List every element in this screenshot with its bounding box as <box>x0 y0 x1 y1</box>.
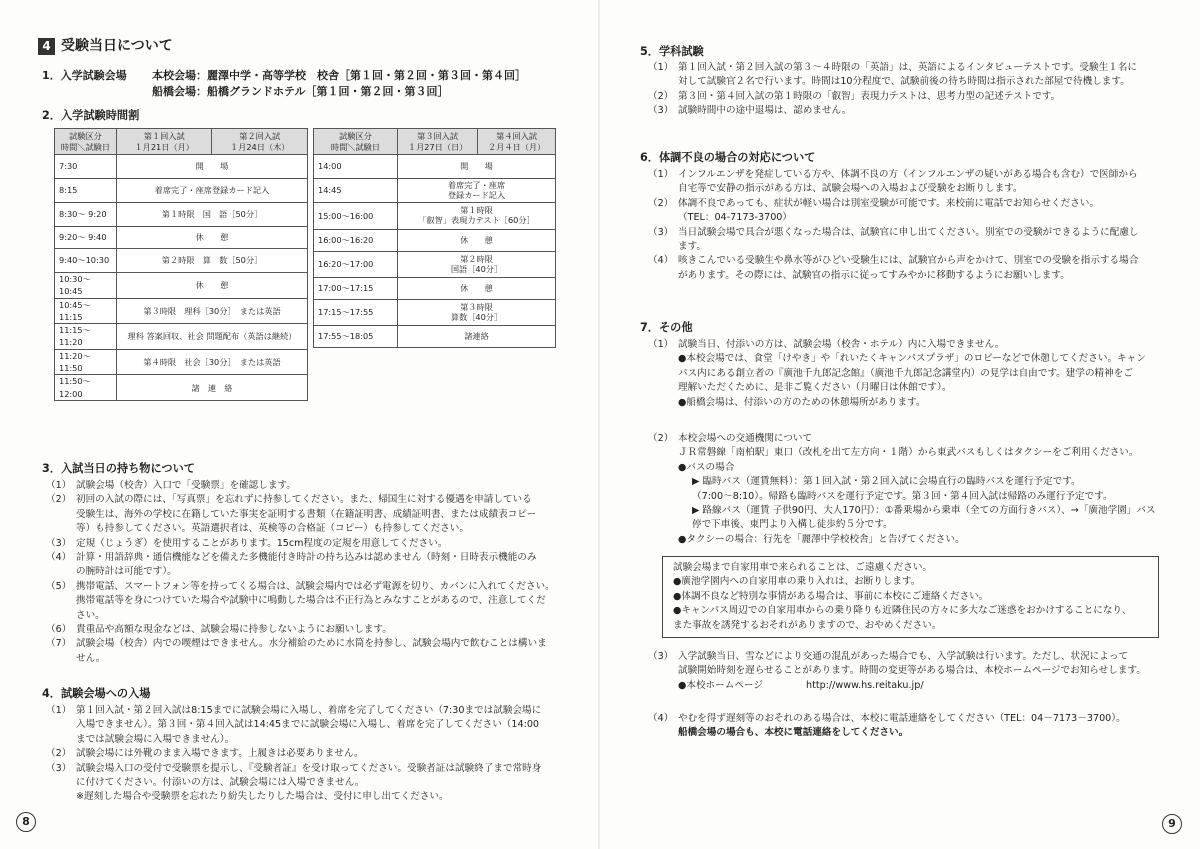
bus-heading: ●バスの場合 <box>678 461 735 473</box>
text-line: の腕時計は可能です）。 <box>76 566 177 578</box>
funabashi-venue-label: 船橋会場： <box>152 84 207 98</box>
text-line: 貴重品や高額な現金などは、試験会場に持参しないようにお願いします。 <box>76 623 392 635</box>
text-line: があります。その際には、試験官の指示に従ってすみやかに移動するようにお願いします。 <box>678 269 1070 281</box>
item-text <box>76 637 566 666</box>
event-line: 「叡智」表現力テスト［60分］ <box>418 215 535 225</box>
time-cell: 11:50～12:00 <box>55 375 117 401</box>
event-cell: 第１時限 国 語［50分］ <box>117 203 308 227</box>
event-line: 国語［40分］ <box>450 263 503 274</box>
event-cell <box>398 326 556 348</box>
item-text <box>678 168 1168 197</box>
text-line: 携帯電話、スマートフォン等を持ってくる場合は、試験会場内では必ず電源を切り、カバンに入れてください。 <box>76 580 555 592</box>
list-item <box>648 104 1168 118</box>
text-line: 咳きこんでいる受験生や鼻水等がひどい受験生には、試験官から声をかけて、別室での受験を指示する場合 <box>678 255 1139 267</box>
item-text <box>678 197 1168 226</box>
text-line: 等）も持参してください。英語選択者は、英検等の合格証（コピー）も持参してください。 <box>76 523 469 535</box>
table-header-exam4: 第４回入試 ２月４日（月） <box>478 129 556 155</box>
table-header-corner: 試験区分 時間＼試験日 <box>55 129 117 155</box>
item-text <box>76 493 566 536</box>
item-marker: （2） <box>648 90 674 102</box>
item-marker: （1） <box>46 480 72 491</box>
time-cell: 17:15～17:55 <box>314 300 398 326</box>
list-item <box>46 493 566 536</box>
event-cell <box>398 252 556 278</box>
text-line: 試験時間中の途中退場は、認めません。 <box>678 105 852 117</box>
item-marker: （1） <box>46 705 72 716</box>
table-header-exam1: 第１回入試 １月21日（月） <box>117 129 212 155</box>
venue-section <box>42 68 526 100</box>
event-cell: 休 憩 <box>117 227 308 249</box>
other-heading: 7．その他 <box>640 321 693 334</box>
item-marker: （5） <box>46 580 72 592</box>
item-text <box>76 537 566 551</box>
text-line: インフルエンザを発症している方や、体調不良の方（インフルエンザの疑いがある場合も含む）で医師から <box>678 169 1138 180</box>
belongings-heading: 3．入試当日の持ち物について <box>42 462 195 475</box>
main-venue-text: 麗澤中学・高等学校 校舎［第１回・第２回・第３回・第４回］ <box>207 69 526 82</box>
text-line: 第１回入試・第２回入試の第３～４時限の「英語」は、英語によるインタビューテストです。受験生１名に <box>678 62 1137 73</box>
transport-text: ＪＲ常磐線「南柏駅」東口（改札を出て左方向・１階）から東武バスもしくはタクシーをご利用ください。 <box>678 447 1139 459</box>
other-item-2: （2） 本校会場への交通機関について ＪＲ常磐線「南柏駅」東口（改札を出て左方向・１階）から東武バスもしくはタクシーをご利用ください。 ●バスの場合 ▶ 臨時バス（運賃無料）：第１回入試・第２回入試に会場直行の臨時バスを運行予定です。 （7:00～8:10）。帰路も臨時バスを運行予定です。第３回・第４回入試は帰路のみ運行予定です。 ▶ 路線バス（運賃 子供90円、大人170円）：①番乗場から乗車（全ての方面行きバス）、→「廣池学園」バス 停で下車後、東門より入構し徒歩約５分です。 ●タクシーの場合：行先を「麗澤中学校校舎」と告げてください。 <box>648 432 1178 547</box>
time-cell: 17:00～17:15 <box>314 278 398 300</box>
list-item <box>46 637 566 666</box>
time-cell: 16:00～16:20 <box>314 230 398 252</box>
other-item-1-bullet-2: ●船橋会場は、付添いの方のための休憩場所があります。 <box>678 396 926 408</box>
time-cell: 15:00～16:00 <box>314 203 398 230</box>
car-notice-box <box>662 556 1159 638</box>
item-marker: （7） <box>46 638 72 650</box>
table-row <box>314 252 556 278</box>
table-row <box>55 298 308 324</box>
route-bus <box>648 504 1178 533</box>
entry-heading: 4．試験会場への入場 <box>42 687 151 700</box>
text-line: 受験生は、海外の学校に在籍していた事実を証明する書類（在籍証明書、成績証明書、または成績表コピー <box>76 508 537 520</box>
event-line: 着席完了・座席 <box>447 179 506 190</box>
event-cell <box>398 230 556 252</box>
text-line: ●廣池学園内への自家用車の乗り入れは、お断りします。 <box>673 576 921 588</box>
table-row <box>314 179 556 203</box>
text-line: 第３回・第４回入試の第１時限の「叡智」表現力テストは、思考力型の記述テストです。 <box>678 90 1061 102</box>
text-line: （7:00～8:10）。帰路も臨時バスを運行予定です。第３回・第４回入試は帰路のみ運行予定です。 <box>692 490 1113 502</box>
item-marker: （1） <box>648 169 674 180</box>
text-line: ※遅刻した場合や受験票を忘れたり紛失したりした場合は、受付に申し出てください。 <box>76 791 449 803</box>
text-line: （TEL：04-7173-3700） <box>678 212 793 224</box>
time-cell: 10:30～10:45 <box>55 273 117 299</box>
event-line: 開 場 <box>460 160 493 171</box>
text-line: 計算・用語辞典・通信機能などを備えた多機能付き時計の持ち込みは認めません（時刻・日時表示機能のみ <box>76 551 537 563</box>
event-cell <box>398 155 556 179</box>
page-number-right: 9 <box>1162 814 1182 834</box>
event-cell: 開 場 <box>117 155 308 179</box>
other-item-3: （3） 入学試験当日、雪などにより交通の混乱があった場合でも、入学試験は行います。ただし、状況によって 試験開始時刻を遅らせることがあります。時間の変更等がある場合は、本校ホームページでお知らせします。 ●本校ホームページ http://www.hs.reitaku.jp/ <box>648 650 1178 693</box>
text-line: 携帯電話等を身につけていた場合や試験中に鳴動した場合は不正行為とみなすことがあるので、注意してくだ <box>76 595 546 607</box>
time-cell: 14:45 <box>314 179 398 203</box>
taxi-text: ●タクシーの場合：行先を「麗澤中学校校舎」と告げてください。 <box>678 533 965 545</box>
list-item <box>648 61 1168 90</box>
illness-heading: 6．体調不良の場合の対応について <box>640 151 816 164</box>
table-row <box>55 203 308 227</box>
list-item <box>46 762 566 805</box>
list-item <box>46 479 566 493</box>
list-item <box>648 90 1168 104</box>
funabashi-venue-text: 船橋グランドホテル［第１回・第２回・第３回］ <box>207 84 449 98</box>
table-header-exam3: 第３回入試 １月27日（日） <box>398 129 478 155</box>
list-item <box>46 747 566 761</box>
event-cell: 第３時限 理科［30分］ または英語 <box>117 298 308 324</box>
text-line: パス内にある創立者の『廣池千九郎記念館』（廣池千九郎記念講堂内）の見学は自由です。建学の精神をご <box>678 367 1133 379</box>
table-row <box>314 155 556 179</box>
item-marker: （4） <box>46 551 72 563</box>
schedule-table-3-4 <box>313 128 556 348</box>
item-text <box>76 623 566 637</box>
other-item-1-bullet-1 <box>648 352 1178 395</box>
text-line: 試験会場には外靴のまま入場できます。上履きは必要ありません。 <box>76 748 364 760</box>
list-item <box>648 197 1168 226</box>
chapter-title <box>38 36 173 57</box>
chapter-heading: 受験当日について <box>61 38 173 54</box>
text-line: ▶ 臨時バス（運賃無料）：第１回入試・第２回入試に会場直行の臨時バスを運行予定です。 <box>692 476 1081 488</box>
list-item <box>648 226 1168 255</box>
text-line: 第１回入試・第２回入試は8:15までに試験会場に入場し、着席を完了してください（7:30までは試験会場に <box>76 705 542 716</box>
item-marker: （6） <box>46 623 72 635</box>
event-cell <box>398 179 556 203</box>
text-line: 試験会場まで自家用車で来られることは、ご遠慮ください。 <box>673 562 933 573</box>
item-text <box>76 762 566 805</box>
belongings-list <box>46 479 566 666</box>
time-cell: 7:30 <box>55 155 117 179</box>
list-item <box>46 704 566 747</box>
text-line: 対して試験官２名で行います。時間は10分程度で、試験前後の待ち時間は指示された部屋で待機します。 <box>678 76 1130 88</box>
event-cell: 諸 連 絡 <box>117 375 308 401</box>
funabashi-contact-note: 船橋会場の場合も、本校に電話連絡をしてください。 <box>678 727 909 739</box>
table-header-exam2: 第２回入試 １月24日（木） <box>212 129 308 155</box>
event-line: 諸連絡 <box>464 330 489 341</box>
item-text <box>678 254 1168 283</box>
page-number-left: 8 <box>16 812 36 832</box>
event-cell <box>398 300 556 326</box>
item-text <box>678 104 1168 118</box>
item-text <box>76 479 566 493</box>
chapter-number: 4 <box>38 38 55 55</box>
event-line: 第２時限 <box>460 253 493 264</box>
time-cell: 9:40～10:30 <box>55 249 117 273</box>
table-row <box>55 249 308 273</box>
text-line: 体調不良であっても、症状が軽い場合は別室受験が可能です。来校前に電話でお知らせください。 <box>678 197 1099 209</box>
time-cell: 14:00 <box>314 155 398 179</box>
table-row <box>55 155 308 179</box>
event-cell: 第２時限 算 数［50分］ <box>117 249 308 273</box>
text-line: 理解いただくために、是非ご覧ください（月曜日は休館です）。 <box>678 382 952 394</box>
item-marker: （1） <box>648 62 674 73</box>
event-cell: 理科 答案回収、社会 問題配布（英語は継続） <box>117 324 308 350</box>
table-row <box>314 326 556 348</box>
item-marker: （2） <box>648 197 674 209</box>
subject-exam-heading: 5．学科試験 <box>640 45 704 58</box>
event-line: 算数［40分］ <box>450 311 503 322</box>
item-text <box>678 90 1168 104</box>
list-item <box>46 580 566 623</box>
time-cell: 11:15～11:20 <box>55 324 117 350</box>
table-row <box>55 349 308 375</box>
item-marker: （3） <box>648 226 674 238</box>
schedule-table-1-2 <box>54 128 308 401</box>
table-row <box>314 300 556 326</box>
table-row <box>55 375 308 401</box>
text-line: 定規（じょうぎ）を使用することがあります。15cm程度の定規を用意してください。 <box>76 537 448 549</box>
event-line: 休 憩 <box>460 282 493 293</box>
text-line: 試験会場（校舎）内での喫煙はできません。水分補給のために水筒を持参し、試験会場内で飲むことは構いま <box>76 638 547 650</box>
time-cell: 11:20～11:50 <box>55 349 117 375</box>
list-item <box>46 537 566 551</box>
homepage-link[interactable]: http://www.hs.reitaku.jp/ <box>806 679 924 691</box>
table-row <box>314 230 556 252</box>
homepage-line: ●本校ホームページ http://www.hs.reitaku.jp/ <box>678 679 924 691</box>
event-cell: 休 憩 <box>117 273 308 299</box>
text-line: に付けてください。付添いの方は、試験会場には入場できません。 <box>76 776 365 788</box>
text-line: までは試験会場に入場できません）。 <box>76 733 235 745</box>
text-line: 入学試験当日、雪などにより交通の混乱があった場合でも、入学試験は行います。ただし、状況によって <box>678 651 1129 662</box>
other-item-1: （1） 試験当日、付添いの方は、試験会場（校舎・ホテル）内に入場できません。 ●本校会場では、食堂「けやき」や「れいたくキャンパスプラザ」のロビーなどで休憩してください。キャン パス内にある創立者の『廣池千九郎記念館』（廣池千九郎記念講堂内）の見学は自由です。建学の精神をご 理解いただくために、是非ご覧ください（月曜日は休館です）。 ●船橋会場は、付添いの方のための休憩場所があります。 <box>648 338 1178 410</box>
time-cell: 8:30～ 9:20 <box>55 203 117 227</box>
event-line: 第１時限 <box>460 205 493 216</box>
venue-heading: 1．入学試験会場 <box>42 69 127 82</box>
text-line: ▶ 路線バス（運賃 子供90円、大人170円）：①番乗場から乗車（全ての方面行きバス）、→「廣池学園」バス <box>692 504 1156 516</box>
item-marker: （2） <box>46 494 72 506</box>
time-cell: 9:20～ 9:40 <box>55 227 117 249</box>
item-marker: （3） <box>46 762 72 774</box>
item-marker: （3） <box>648 105 674 117</box>
list-item <box>648 254 1168 283</box>
item-marker: （3） <box>46 537 72 549</box>
time-cell: 8:15 <box>55 179 117 203</box>
item-text <box>76 747 566 761</box>
subject-exam-list <box>648 61 1168 119</box>
text-line: 試験会場（校舎）入口で「受験票」を確認します。 <box>76 480 296 491</box>
main-venue-label: 本校会場： <box>152 69 207 82</box>
text-line: 初回の入試の際には、「写真票」を忘れずに持参してください。また、帰国生に対する優遇を申請している <box>76 494 532 506</box>
table-header-corner: 試験区分 時間＼試験日 <box>314 129 398 155</box>
event-line: 第３時限 <box>460 301 493 312</box>
text-line: ●キャンパス周辺での自家用車からの乗り降りも近隣住民の方々に多大なご迷惑をおかけすることになり、 <box>673 605 1132 617</box>
schedule-heading: 2．入学試験時間割 <box>42 109 140 122</box>
text-line: 試験開始時刻を遅らせることがあります。時間の変更等がある場合は、本校ホームページでお知らせします。 <box>678 665 1146 677</box>
list-item <box>46 623 566 637</box>
text-line: 入場できません）。第３回・第４回入試は14:45までに試験会場に入場し、着席を完了してください（14:00 <box>76 719 540 731</box>
text-line: また事故を誘発するおそれがありますので、おやめください。 <box>673 619 942 631</box>
text-line: ●本校会場では、食堂「けやき」や「れいたくキャンパスプラザ」のロビーなどで休憩してください。キャン <box>678 353 1146 365</box>
event-line: 休 憩 <box>460 234 493 245</box>
event-cell: 第４時限 社会［30分］ または英語 <box>117 349 308 375</box>
time-cell: 17:55～18:05 <box>314 326 398 348</box>
text-line: 試験会場入口の受付で受験票を提示し、『受験者証』を受け取ってください。受験者証は試験終了まで常時身 <box>76 762 542 774</box>
entry-list <box>46 704 566 805</box>
table-row <box>55 273 308 299</box>
item-text <box>76 551 566 580</box>
text-line: ●体調不良など特別な事情がある場合は、事前に本校にご連絡ください。 <box>673 590 989 602</box>
item-text <box>678 61 1168 90</box>
item-marker: （2） <box>46 748 72 760</box>
list-item <box>648 168 1168 197</box>
list-item <box>46 551 566 580</box>
table-row <box>55 227 308 249</box>
text-line: ます。 <box>678 240 707 252</box>
table-row <box>314 278 556 300</box>
text-line: 停で下車後、東門より入構し徒歩約５分です。 <box>692 519 893 531</box>
text-line: さい。 <box>76 609 105 621</box>
time-cell: 10:45～11:15 <box>55 298 117 324</box>
illness-list <box>648 168 1168 283</box>
event-line: 登録カード記入 <box>447 189 506 200</box>
time-cell: 16:20～17:00 <box>314 252 398 278</box>
table-row <box>55 179 308 203</box>
table-row <box>55 324 308 350</box>
right-page <box>600 0 1200 849</box>
item-text <box>678 226 1168 255</box>
item-text <box>76 704 566 747</box>
temporary-bus <box>648 475 1178 504</box>
event-cell <box>398 278 556 300</box>
text-line: 自宅等で安静の指示がある方は、試験会場への入場および受験をお断りします。 <box>678 183 1023 195</box>
item-marker: （4） <box>648 255 674 267</box>
text-line: せん。 <box>76 652 106 664</box>
text-line: 当日試験会場で具合が悪くなった場合は、試験官に申し出てください。別室での受験ができるように配慮し <box>678 226 1139 238</box>
table-row <box>314 203 556 230</box>
item-text <box>76 580 566 623</box>
other-item-4: （4） やむを得ず遅刻等のおそれのある場合は、本校に電話連絡をしてください（TEL：04－7173－3700）。 船橋会場の場合も、本校に電話連絡をしてください。 <box>648 712 1178 741</box>
event-cell <box>398 203 556 230</box>
event-cell: 着席完了・座席登録カード記入 <box>117 179 308 203</box>
